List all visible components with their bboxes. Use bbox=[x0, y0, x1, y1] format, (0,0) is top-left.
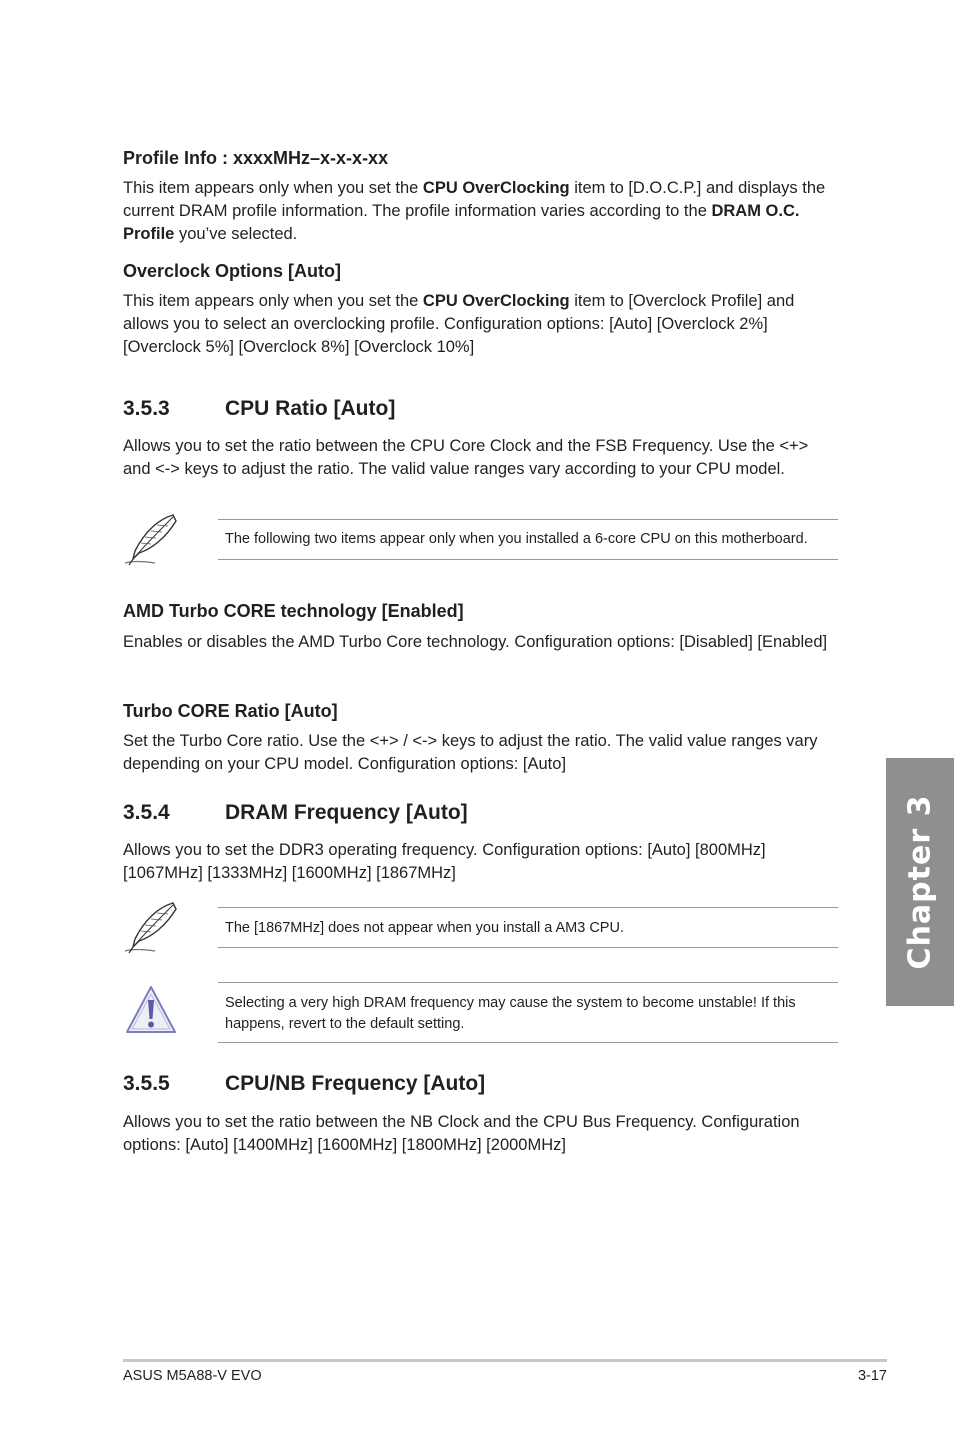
section-number: 3.5.3 bbox=[123, 397, 170, 420]
note-text: The following two items appear only when you installed a 6-core CPU on this motherboard. bbox=[225, 531, 808, 547]
section-3-5-3-body: Allows you to set the ratio between the CPU Core Clock and the FSB Frequency. Use the <+> and <-> keys to adjust the ratio. The valid value ranges vary according to your CPU model. bbox=[123, 437, 809, 478]
feather-pen-icon bbox=[121, 511, 181, 569]
section-3-5-4-body: Allows you to set the DDR3 operating frequency. Configuration options: [Auto] [800MHz] [1067MHz] [1333MHz] [1600MHz] [1867MHz] bbox=[123, 841, 766, 882]
section-title-text: CPU Ratio [Auto] bbox=[225, 397, 396, 420]
text-run: item to [D.O.C.P.] and displays the current DRAM profile information. The profile information varies according to the bbox=[123, 179, 826, 220]
chapter-tab-label: Chapter 3 bbox=[902, 794, 938, 970]
section-title-text: DRAM Frequency [Auto] bbox=[225, 801, 468, 824]
section-3-5-3-title bbox=[123, 396, 395, 422]
section-3-5-5-title bbox=[123, 1071, 485, 1097]
section-3-5-5-body: Allows you to set the ratio between the NB Clock and the CPU Bus Frequency. Configuration options: [Auto] [1400MHz] [1600MHz] [1800MHz] [2000MHz] bbox=[123, 1113, 800, 1154]
section-title-text: CPU/NB Frequency [Auto] bbox=[225, 1072, 486, 1095]
chapter-tab bbox=[886, 758, 954, 1006]
overclock-options-heading: Overclock Options [Auto] bbox=[123, 261, 342, 281]
text-run: This item appears only when you set the bbox=[123, 179, 423, 197]
text-run: This item appears only when you set the bbox=[123, 292, 423, 310]
bold-run: DRAM O.C. Profile bbox=[123, 202, 800, 243]
note-box-6-core bbox=[218, 519, 838, 560]
warning-text: Selecting a very high DRAM frequency may cause the system to become unstable! If this happens, revert to the default setting. bbox=[225, 995, 796, 1032]
bold-run: CPU OverClocking bbox=[422, 179, 570, 197]
amd-turbo-core-description: Enables or disables the AMD Turbo Core technology. Configuration options: [Disabled] [Enabled] bbox=[123, 633, 828, 651]
section-number: 3.5.5 bbox=[123, 1072, 170, 1095]
profile-info-heading: Profile Info : xxxxMHz–x-x-x-xx bbox=[123, 148, 389, 168]
note-text: The [1867MHz] does not appear when you install a AM3 CPU. bbox=[225, 920, 624, 936]
profile-info-description bbox=[123, 177, 838, 246]
footer-page-number: 3-17 bbox=[857, 1368, 887, 1384]
section-3-5-4-title bbox=[123, 800, 468, 826]
warning-triangle-icon bbox=[124, 984, 178, 1036]
turbo-core-ratio-description: Set the Turbo Core ratio. Use the <+> / <-> keys to adjust the ratio. The valid value ranges vary depending on your CPU model. Configuration options: [Auto] bbox=[123, 732, 818, 773]
warning-box-dram bbox=[218, 982, 838, 1043]
footer-product-name: ASUS M5A88-V EVO bbox=[123, 1368, 262, 1384]
amd-turbo-core-heading: AMD Turbo CORE technology [Enabled] bbox=[123, 601, 464, 621]
overclock-options-description bbox=[123, 290, 838, 359]
feather-pen-icon bbox=[121, 899, 181, 957]
footer-rule bbox=[123, 1359, 887, 1362]
text-run: item to [Overclock Profile] and allows you to select an overclocking profile. Configuration options: [Auto] [Overclock 2%] [Overclock 5%] [Overclock 8%] [Overclock 10%] bbox=[123, 292, 795, 356]
bold-run: CPU OverClocking bbox=[422, 292, 570, 310]
section-number: 3.5.4 bbox=[123, 801, 170, 824]
note-box-am3 bbox=[218, 907, 838, 948]
text-run: you’ve selected. bbox=[174, 225, 298, 243]
turbo-core-ratio-heading: Turbo CORE Ratio [Auto] bbox=[123, 701, 338, 721]
